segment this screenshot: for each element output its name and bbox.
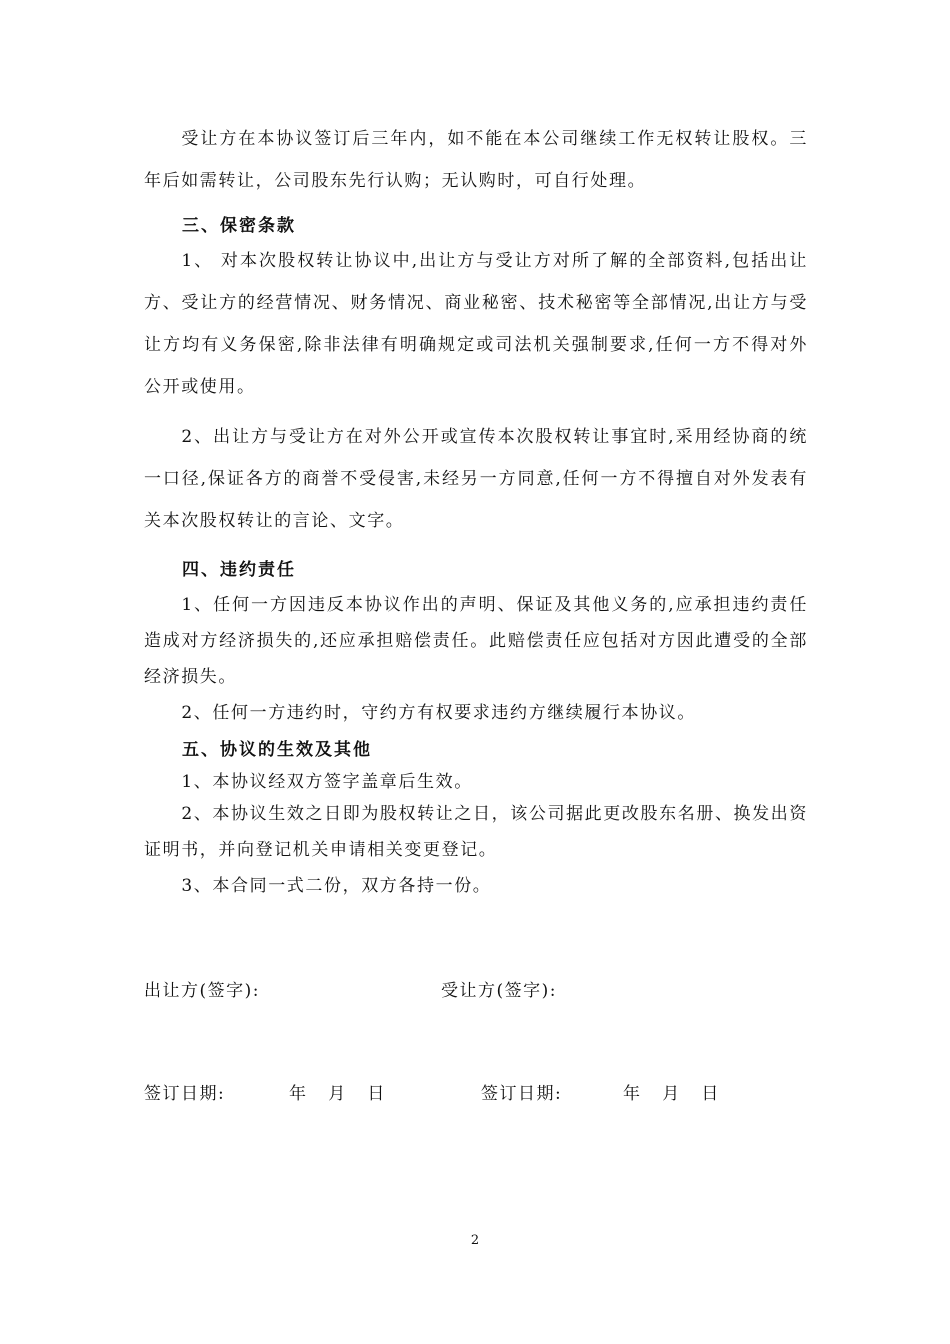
section-heading-liability: 四、违约责任 — [182, 560, 296, 580]
paragraph-confidentiality-2: 2、出让方与受让方在对外公开或宣传本次股权转让事宜时,采用经协商的统一口径,保证各方的商誉不受侵害,未经另一方同意,任何一方不得擅自对外发表有关本次股权转让的言论、文字。 — [144, 427, 808, 531]
paragraph-liability-2: 2、任何一方违约时，守约方有权要求违约方继续履行本协议。 — [181, 703, 697, 723]
transferor-signature-label: 出让方(签字): — [144, 981, 260, 1001]
paragraph-effectiveness-1: 1、本协议经双方签字盖章后生效。 — [181, 772, 473, 792]
signing-date-label-right: 签订日期: — [481, 1084, 563, 1104]
signing-date-label-left: 签订日期: — [144, 1084, 226, 1104]
signing-date-blank-right: 年 月 日 — [623, 1084, 720, 1104]
section-heading-confidentiality: 三、保密条款 — [182, 216, 296, 236]
paragraph-transfer-restriction: 受让方在本协议签订后三年内，如不能在本公司继续工作无权转让股权。三年后如需转让，公司股东先行认购；无认购时，可自行处理。 — [144, 129, 808, 191]
signing-date-blank-left: 年 月 日 — [289, 1084, 386, 1104]
paragraph-liability-1: 1、任何一方因违反本协议作出的声明、保证及其他义务的,应承担违约责任造成对方经济损失的,还应承担赔偿责任。此赔偿责任应包括对方因此遭受的全部经济损失。 — [144, 595, 808, 687]
section-heading-effectiveness: 五、协议的生效及其他 — [182, 740, 372, 760]
page-number: 2 — [470, 1233, 480, 1248]
paragraph-confidentiality-1: 1、 对本次股权转让协议中,出让方与受让方对所了解的全部资料,包括出让方、受让方的经营情况、财务情况、商业秘密、技术秘密等全部情况,出让方与受让方均有义务保密,除非法律有明确规定或司法机关强制要求,任何一方不得对外公开或使用。 — [144, 251, 808, 397]
transferee-signature-label: 受让方(签字): — [441, 981, 557, 1001]
paragraph-effectiveness-2: 2、本协议生效之日即为股权转让之日，该公司据此更改股东名册、换发出资证明书，并向登记机关申请相关变更登记。 — [144, 804, 808, 860]
paragraph-effectiveness-3: 3、本合同一式二份，双方各持一份。 — [181, 876, 492, 896]
